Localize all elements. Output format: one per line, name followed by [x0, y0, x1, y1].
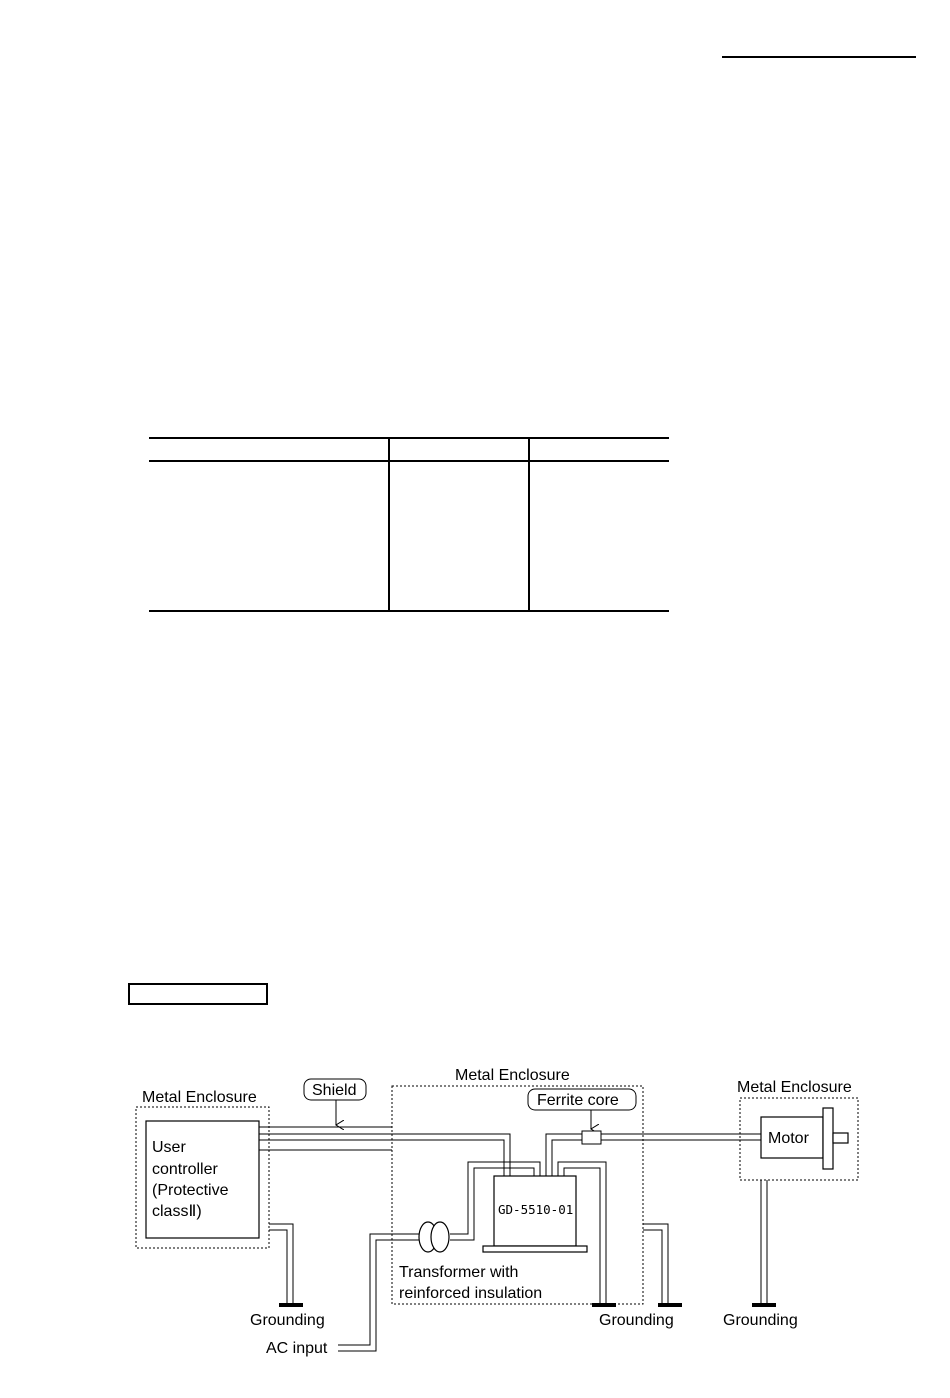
transformer-label-line: Transformer with [399, 1264, 519, 1281]
drive-unit-label: GD-5510-01 [498, 1202, 574, 1217]
ac-input-label: AC input [266, 1340, 328, 1357]
ground-bar-center-drive [592, 1303, 616, 1307]
motor-shaft [833, 1133, 848, 1143]
left-enclosure-title: Metal Enclosure [142, 1089, 257, 1106]
motor-label: Motor [768, 1130, 809, 1147]
user-controller-label-line: classⅡ) [152, 1203, 202, 1220]
left-metal-enclosure [136, 1089, 269, 1248]
shielded-cable [259, 1127, 510, 1176]
ferrite-core-symbol [582, 1131, 601, 1144]
motor-flange [823, 1108, 833, 1169]
right-ground-wiring [761, 1180, 767, 1304]
center-ground-wiring [643, 1224, 668, 1304]
transformer-symbol [419, 1222, 449, 1252]
shield-callout [304, 1079, 366, 1125]
center-enclosure-title: Metal Enclosure [455, 1067, 570, 1084]
ground-bar-right [752, 1303, 776, 1307]
shield-label: Shield [312, 1082, 357, 1099]
user-controller-label-line: controller [152, 1161, 218, 1178]
center-metal-enclosure [392, 1067, 643, 1304]
grounding-label-right: Grounding [723, 1312, 798, 1329]
left-ground-wiring [269, 1224, 293, 1304]
grounding-label-center: Grounding [599, 1312, 674, 1329]
grounding-label-left: Grounding [250, 1312, 325, 1329]
ferrite-core-label: Ferrite core [537, 1092, 619, 1109]
right-enclosure-title: Metal Enclosure [737, 1079, 852, 1096]
drive-unit-base [483, 1246, 587, 1252]
transformer-label-line: reinforced insulation [399, 1285, 543, 1302]
right-metal-enclosure [737, 1079, 858, 1180]
motor-cable [546, 1134, 761, 1176]
ground-bar-left [279, 1303, 303, 1307]
ground-bar-center-enclosure [658, 1303, 682, 1307]
user-controller-label-line: User [152, 1139, 186, 1156]
user-controller-label-line: (Protective [152, 1182, 229, 1199]
